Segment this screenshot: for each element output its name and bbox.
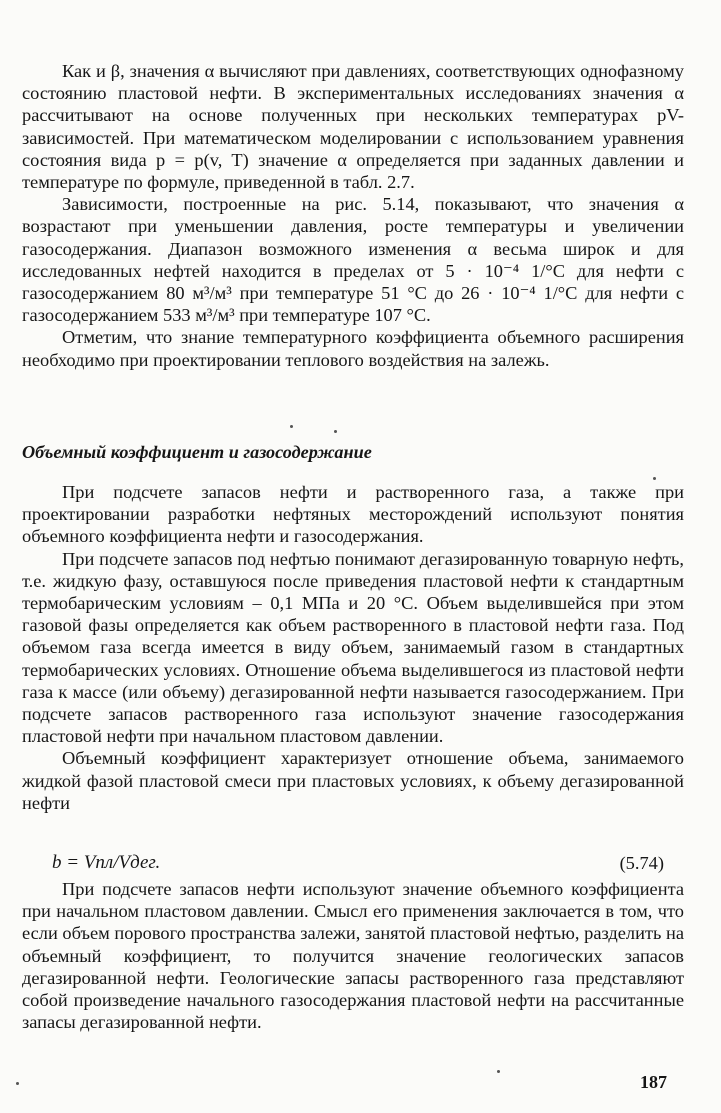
paragraph-alpha-calculation: Как и β, значения α вычисляют при давлениях, соответствующих однофазному состоянию пластовой нефти. В экспериментальных исследованиях значения α рассчитывают на основе полученных при нескольких температурах pV-зависимостей. При математическом моделировании с использованием уравнения состояния вида p = p(v, T) значение α определяется при заданных давлении и температуре по формуле, приведенной в табл. 2.7. — [22, 61, 684, 193]
page-number: 187 — [640, 1072, 667, 1092]
formula-row — [22, 848, 684, 878]
paragraph-gas-content-definition: При подсчете запасов под нефтью понимают дегазированную товарную нефть, т.е. жидкую фазу, оставшуюся после приведения пластовой нефти к стандартным термобарическим условиям – 0,1 МПа и 20 °С. Объем выделившейся при этом газовой фазы определяется как объем растворенного в пластовой нефти газа. Под объемом газа всегда имеется в виду объем, занимаемый газом в стандартных термобарических условиях. Отношение объема выделившегося из пластовой нефти газа к массе (или объему) дегазированной нефти называется газосодержанием. При подсчете запасов растворенного газа используют значение газосодержания пластовой нефти при начальном пластовом давлении. — [22, 548, 684, 747]
formula-expression: b = Vпл/Vдег. — [52, 852, 161, 873]
paragraph-reserves-concepts: При подсчете запасов нефти и растворенного газа, а также при проектировании разработки нефтяных месторождений используют понятия объемного коэффициента нефти и газосодержания. — [22, 482, 684, 547]
text-block-middle — [22, 481, 684, 814]
scan-speck — [334, 430, 337, 433]
scan-speck — [653, 477, 656, 480]
paragraph-thermal-expansion-note: Отметим, что знание температурного коэффициента объемного расширения необходимо при проектировании теплового воздействия на залежь. — [22, 327, 684, 370]
text-block-bottom — [22, 878, 684, 1033]
scan-speck — [290, 425, 293, 428]
paragraph-volume-factor-definition: Объемный коэффициент характеризует отношение объема, занимаемого жидкой фазой пластовой смеси при пластовых условиях, к объему дегазированной нефти — [22, 748, 684, 813]
paragraph-geological-reserves: При подсчете запасов нефти используют значение объемного коэффициента при начальном пластовом давлении. Смысл его применения заключается в том, что если объем порового пространства залежи, занятой пластовой нефтью, разделить на объемный коэффициент, то получится значение геологических запасов дегазированной нефти. Геологические запасы растворенного газа представляют собой произведение начального газосодержания пластовой нефти на рассчитанные запасы дегазированной нефти. — [22, 879, 684, 1033]
scan-speck — [16, 1082, 19, 1085]
formula-number: (5.74) — [619, 853, 664, 873]
paragraph-alpha-dependencies: Зависимости, построенные на рис. 5.14, показывают, что значения α возрастают при уменьшении давления, росте температуры и увеличении газосодержания. Диапазон возможного изменения α весьма широк и для исследованных нефтей находится в пределах от 5 · 10⁻⁴ 1/°С для нефти с газосодержанием 80 м³/м³ при температуре 51 °С до 26 · 10⁻⁴ 1/°С для нефти с газосодержанием 533 м³/м³ при температуре 107 °С. — [22, 194, 684, 326]
scan-speck — [497, 1070, 500, 1073]
text-block-top — [22, 60, 684, 371]
section-heading: Объемный коэффициент и газосодержание — [22, 442, 372, 462]
